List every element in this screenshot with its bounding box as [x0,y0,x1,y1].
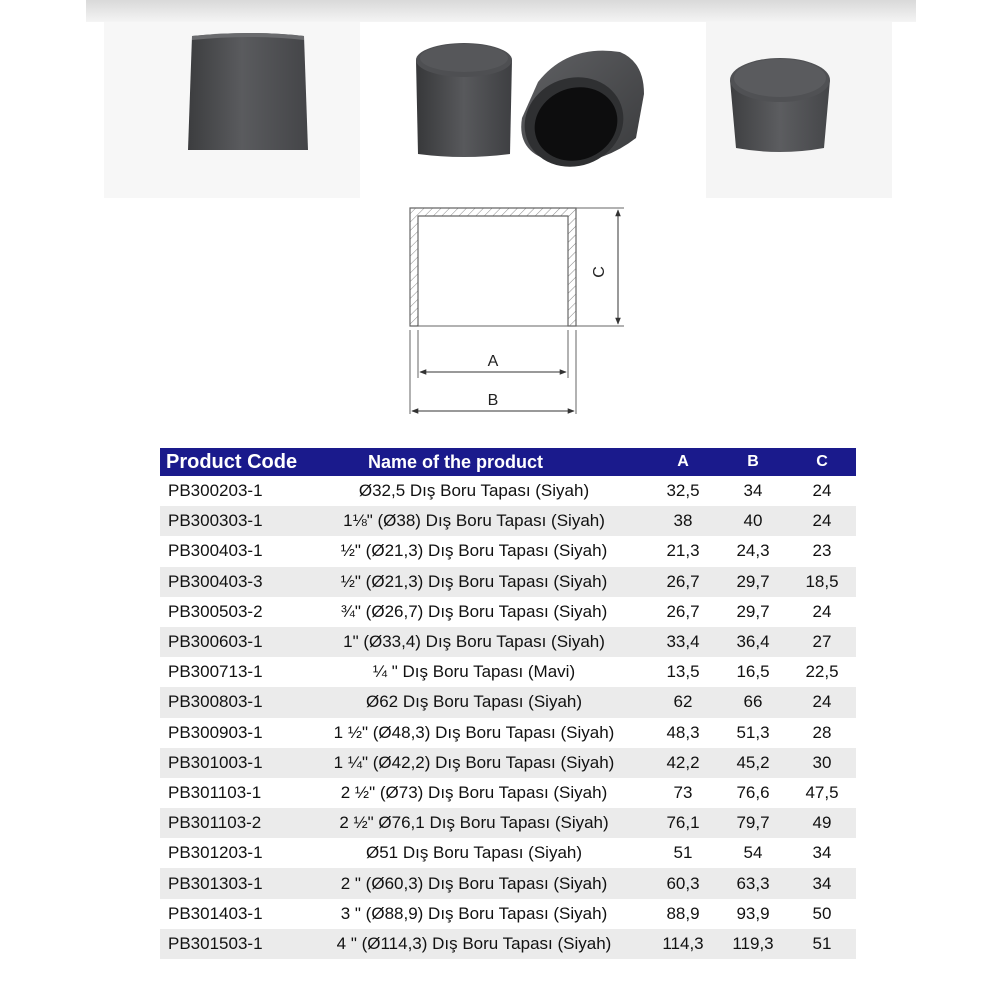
cap-angled-photo [706,22,892,198]
cell-b: 40 [718,506,788,536]
cell-product-name: 2 ½" (Ø73) Dış Boru Tapası (Siyah) [340,782,608,802]
cell-a: 62 [648,687,718,717]
cell-product-name: 1" (Ø33,4) Dış Boru Tapası (Siyah) [300,627,648,657]
table-row [160,838,856,868]
cell-a: 42,2 [648,748,718,778]
header-c: C [788,448,856,476]
cell-product-code: PB300603-1 [160,627,300,657]
cell-b: 66 [718,687,788,717]
cell-c: 49 [788,808,856,838]
cell-a: 32,5 [666,481,700,501]
header-a: A [648,448,718,476]
cell-c: 24 [812,481,832,501]
table-body [160,476,856,959]
cell-c: 47,5 [805,782,839,802]
cell-b: 119,3 [718,929,788,959]
dimension-b [412,392,574,411]
cell-product-name: ½" (Ø21,3) Dış Boru Tapası (Siyah) [340,541,608,561]
cell-c: 22,5 [805,662,839,682]
cell-c: 28 [812,722,832,742]
cell-c: 34 [788,868,856,898]
cell-c: 23 [812,541,832,561]
dimension-c-label: C [591,266,608,278]
header-product-code: Product Code [160,448,300,476]
cell-product-code: PB300803-1 [160,687,300,717]
cell-b: 16,5 [736,662,770,682]
cell-product-name: 1⅛" (Ø38) Dış Boru Tapası (Siyah) [300,506,648,536]
cell-b: 54 [743,843,763,863]
table-row [160,808,856,838]
cell-a: 48,3 [666,722,700,742]
cell-product-name: 1 ½" (Ø48,3) Dış Boru Tapası (Siyah) [333,722,615,742]
technical-drawing [400,198,640,422]
cap-side-view-photo [104,22,360,198]
cap-section-outline [410,208,576,326]
top-gradient-band [86,0,916,22]
cell-product-code: PB301403-1 [168,903,263,923]
cell-b: 45,2 [718,748,788,778]
dimension-a [420,353,566,372]
cell-product-name: Ø32,5 Dış Boru Tapası (Siyah) [358,481,590,501]
cell-c: 24 [812,601,832,621]
cell-c: 24 [788,506,856,536]
table-row [160,929,856,959]
cell-product-code: PB300303-1 [160,506,300,536]
cell-b: 29,7 [736,601,770,621]
cell-product-name: Ø62 Dış Boru Tapası (Siyah) [300,687,648,717]
table-header-row [160,448,856,476]
table-row [160,597,856,627]
cell-b: 93,9 [736,903,770,923]
cell-c: 27 [788,627,856,657]
cell-product-name: 3 " (Ø88,9) Dış Boru Tapası (Siyah) [340,903,608,923]
cell-b: 63,3 [718,868,788,898]
table-row [160,506,856,536]
table-row [160,687,856,717]
cap-pair-photo [388,22,678,198]
header-b: B [718,448,788,476]
table-row [160,657,856,687]
cell-b: 36,4 [718,627,788,657]
cell-a: 33,4 [648,627,718,657]
cell-c: 51 [788,929,856,959]
cell-a: 60,3 [648,868,718,898]
table-row [160,778,856,808]
cell-b: 29,7 [718,567,788,597]
cell-b: 79,7 [718,808,788,838]
cell-c: 30 [788,748,856,778]
cell-a: 13,5 [666,662,700,682]
cell-b: 34 [743,481,763,501]
cell-c: 18,5 [788,567,856,597]
table-row [160,476,856,506]
cell-product-name: 4 " (Ø114,3) Dış Boru Tapası (Siyah) [300,929,648,959]
cell-product-name: ¼ " Dış Boru Tapası (Mavi) [372,662,576,682]
cell-a: 21,3 [666,541,700,561]
cell-a: 38 [648,506,718,536]
cell-b: 24,3 [736,541,770,561]
cell-c: 24 [788,687,856,717]
cell-a: 51 [673,843,693,863]
table-row [160,868,856,898]
table-row [160,899,856,929]
cell-a: 88,9 [666,903,700,923]
cell-product-code: PB301203-1 [168,843,263,863]
cell-product-name: 2 " (Ø60,3) Dış Boru Tapası (Siyah) [300,868,648,898]
cell-product-code: PB301003-1 [160,748,300,778]
product-spec-table [160,448,856,959]
dimension-c [591,210,618,324]
table-row [160,718,856,748]
cell-product-code: PB300903-1 [168,722,263,742]
cell-product-name: Ø51 Dış Boru Tapası (Siyah) [365,843,583,863]
dimension-a-label: A [487,353,499,370]
cell-product-code: PB301103-1 [168,782,262,802]
table-row [160,627,856,657]
header-product-name: Name of the product [300,448,648,476]
cell-product-code: PB301303-1 [160,868,300,898]
cell-a: 114,3 [648,929,718,959]
cell-product-code: PB300203-1 [168,481,263,501]
cell-product-name: 2 ½" Ø76,1 Dış Boru Tapası (Siyah) [300,808,648,838]
cell-b: 76,6 [736,782,770,802]
cell-product-code: PB300403-3 [160,567,300,597]
cell-product-code: PB300713-1 [168,662,263,682]
cell-c: 34 [812,843,832,863]
table-row [160,748,856,778]
cell-product-code: PB300503-2 [168,601,263,621]
table-row [160,536,856,566]
cell-a: 73 [673,782,693,802]
cell-product-name: 1 ¼" (Ø42,2) Dış Boru Tapası (Siyah) [300,748,648,778]
cell-product-name: ¾" (Ø26,7) Dış Boru Tapası (Siyah) [340,601,608,621]
cell-a: 26,7 [666,601,700,621]
cell-product-name: ½" (Ø21,3) Dış Boru Tapası (Siyah) [300,567,648,597]
table-row [160,567,856,597]
dimension-b-label: B [487,392,499,409]
cell-product-code: PB301103-2 [160,808,300,838]
cell-b: 51,3 [736,722,770,742]
cell-product-code: PB301503-1 [160,929,300,959]
cell-a: 76,1 [648,808,718,838]
cell-a: 26,7 [648,567,718,597]
cell-c: 50 [812,903,832,923]
cell-product-code: PB300403-1 [168,541,263,561]
